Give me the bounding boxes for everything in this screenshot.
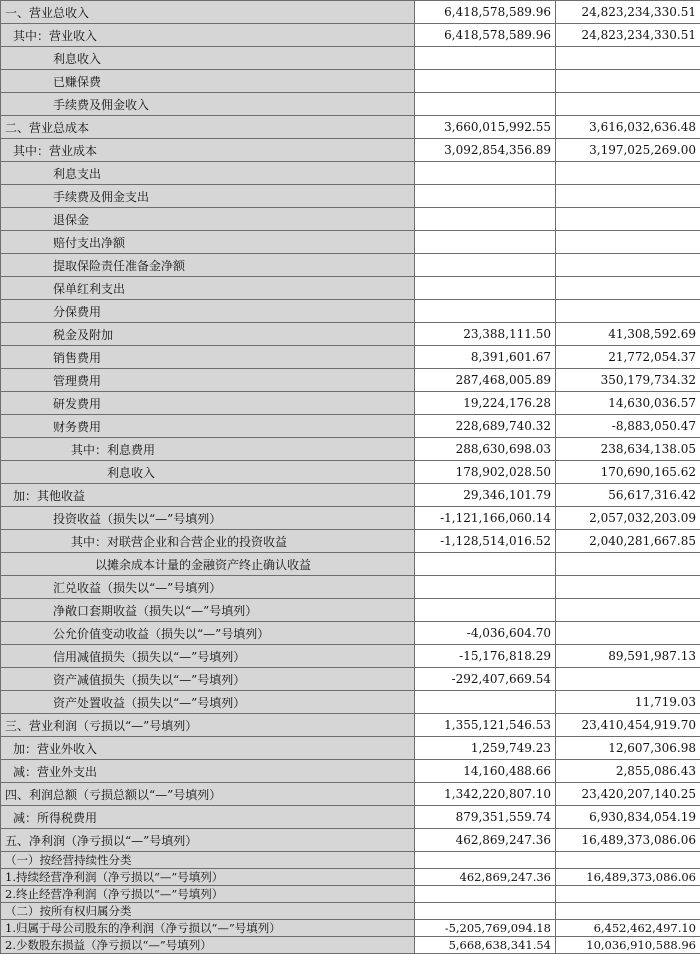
current-period-value [415, 886, 556, 903]
prior-period-value [556, 622, 700, 645]
row-label: 其中：营业成本 [1, 139, 415, 162]
table-row [1, 1, 700, 24]
prior-period-value: 41,308,592.69 [556, 323, 700, 346]
prior-period-value [556, 903, 700, 920]
prior-period-value: 2,040,281,667.85 [556, 530, 700, 553]
current-period-value [415, 277, 556, 300]
current-period-value: 228,689,740.32 [415, 415, 556, 438]
prior-period-value [556, 277, 700, 300]
table-row [1, 415, 700, 438]
row-label: 资产减值损失（损失以“—”号填列） [1, 668, 415, 691]
prior-period-value [556, 553, 700, 576]
table-row [1, 24, 700, 47]
row-label: 2.少数股东损益（净亏损以“—”号填列） [1, 937, 415, 954]
row-label: 公允价值变动收益（损失以“—”号填列） [1, 622, 415, 645]
current-period-value: 29,346,101.79 [415, 484, 556, 507]
prior-period-value [556, 70, 700, 93]
row-label: 二、营业总成本 [1, 116, 415, 139]
row-label: 1.持续经营净利润（净亏损以“—”号填列） [1, 869, 415, 886]
prior-period-value: 21,772,054.37 [556, 346, 700, 369]
table-row [1, 530, 700, 553]
current-period-value [415, 553, 556, 576]
table-row [1, 553, 700, 576]
current-period-value [415, 231, 556, 254]
current-period-value [415, 208, 556, 231]
prior-period-value: 170,690,165.62 [556, 461, 700, 484]
table-row [1, 599, 700, 622]
row-label: 管理费用 [1, 369, 415, 392]
row-label: 已赚保费 [1, 70, 415, 93]
table-row [1, 208, 700, 231]
table-row [1, 392, 700, 415]
current-period-value: 1,355,121,546.53 [415, 714, 556, 737]
table-row [1, 139, 700, 162]
row-label: 减：所得税费用 [1, 806, 415, 829]
prior-period-value: 89,591,987.13 [556, 645, 700, 668]
row-label: 利息支出 [1, 162, 415, 185]
prior-period-value: 6,930,834,054.19 [556, 806, 700, 829]
table-row [1, 691, 700, 714]
row-label: 五、净利润（净亏损以“—”号填列） [1, 829, 415, 852]
row-label: 投资收益（损失以“—”号填列） [1, 507, 415, 530]
table-row [1, 806, 700, 829]
table-row [1, 668, 700, 691]
row-label: 资产处置收益（损失以“—”号填列） [1, 691, 415, 714]
current-period-value: 14,160,488.66 [415, 760, 556, 783]
prior-period-value: 350,179,734.32 [556, 369, 700, 392]
table-row [1, 714, 700, 737]
table-row [1, 70, 700, 93]
prior-period-value [556, 668, 700, 691]
current-period-value [415, 70, 556, 93]
table-row [1, 300, 700, 323]
prior-period-value [556, 208, 700, 231]
current-period-value: 462,869,247.36 [415, 829, 556, 852]
table-row [1, 852, 700, 869]
current-period-value: 6,418,578,589.96 [415, 24, 556, 47]
table-row [1, 369, 700, 392]
row-label: 手续费及佣金收入 [1, 93, 415, 116]
table-row [1, 507, 700, 530]
table-row [1, 829, 700, 852]
table-row [1, 645, 700, 668]
current-period-value [415, 576, 556, 599]
row-label: 手续费及佣金支出 [1, 185, 415, 208]
prior-period-value [556, 300, 700, 323]
current-period-value: -1,121,166,060.14 [415, 507, 556, 530]
prior-period-value: 16,489,373,086.06 [556, 869, 700, 886]
current-period-value: -15,176,818.29 [415, 645, 556, 668]
current-period-value [415, 254, 556, 277]
current-period-value [415, 691, 556, 714]
row-label: 净敞口套期收益（损失以“—”号填列） [1, 599, 415, 622]
prior-period-value: 3,616,032,636.48 [556, 116, 700, 139]
row-label: 提取保险责任准备金净额 [1, 254, 415, 277]
row-label: 四、利润总额（亏损总额以“—”号填列） [1, 783, 415, 806]
current-period-value: 1,342,220,807.10 [415, 783, 556, 806]
prior-period-value: 11,719.03 [556, 691, 700, 714]
current-period-value [415, 93, 556, 116]
table-row [1, 920, 700, 937]
table-row [1, 254, 700, 277]
current-period-value: 3,092,854,356.89 [415, 139, 556, 162]
row-label: 利息收入 [1, 47, 415, 70]
table-row [1, 346, 700, 369]
prior-period-value: 238,634,138.05 [556, 438, 700, 461]
current-period-value: 879,351,559.74 [415, 806, 556, 829]
row-label: 研发费用 [1, 392, 415, 415]
table-row [1, 869, 700, 886]
current-period-value: 462,869,247.36 [415, 869, 556, 886]
row-label: 税金及附加 [1, 323, 415, 346]
prior-period-value: 23,420,207,140.25 [556, 783, 700, 806]
prior-period-value [556, 599, 700, 622]
prior-period-value [556, 886, 700, 903]
current-period-value: 8,391,601.67 [415, 346, 556, 369]
prior-period-value [556, 185, 700, 208]
row-label: （一）按经营持续性分类 [1, 852, 415, 869]
current-period-value [415, 300, 556, 323]
row-label: （二）按所有权归属分类 [1, 903, 415, 920]
current-period-value: -4,036,604.70 [415, 622, 556, 645]
prior-period-value: 12,607,306.98 [556, 737, 700, 760]
prior-period-value [556, 231, 700, 254]
table-row [1, 760, 700, 783]
prior-period-value [556, 254, 700, 277]
current-period-value: 3,660,015,992.55 [415, 116, 556, 139]
table-row [1, 185, 700, 208]
table-row [1, 47, 700, 70]
prior-period-value [556, 47, 700, 70]
prior-period-value: 6,452,462,497.10 [556, 920, 700, 937]
current-period-value: 288,630,698.03 [415, 438, 556, 461]
row-label: 赔付支出净额 [1, 231, 415, 254]
table-row [1, 93, 700, 116]
table-row [1, 886, 700, 903]
row-label: 汇兑收益（损失以“—”号填列） [1, 576, 415, 599]
table-row [1, 737, 700, 760]
row-label: 利息收入 [1, 461, 415, 484]
table-row [1, 576, 700, 599]
row-label: 加：其他收益 [1, 484, 415, 507]
prior-period-value: 10,036,910,588.96 [556, 937, 700, 954]
table-row [1, 783, 700, 806]
current-period-value: -5,205,769,094.18 [415, 920, 556, 937]
prior-period-value [556, 576, 700, 599]
row-label: 分保费用 [1, 300, 415, 323]
table-row [1, 162, 700, 185]
current-period-value: 178,902,028.50 [415, 461, 556, 484]
row-label: 销售费用 [1, 346, 415, 369]
table-row [1, 622, 700, 645]
table-row [1, 903, 700, 920]
row-label: 保单红利支出 [1, 277, 415, 300]
table-row [1, 438, 700, 461]
row-label: 其中：利息费用 [1, 438, 415, 461]
current-period-value [415, 852, 556, 869]
prior-period-value [556, 93, 700, 116]
prior-period-value: 2,855,086.43 [556, 760, 700, 783]
prior-period-value: 24,823,234,330.51 [556, 1, 700, 24]
prior-period-value: -8,883,050.47 [556, 415, 700, 438]
current-period-value: 23,388,111.50 [415, 323, 556, 346]
row-label: 以摊余成本计量的金融资产终止确认收益 [1, 553, 415, 576]
row-label: 1.归属于母公司股东的净利润（净亏损以“—”号填列） [1, 920, 415, 937]
table-row [1, 231, 700, 254]
current-period-value [415, 47, 556, 70]
prior-period-value [556, 852, 700, 869]
row-label: 信用减值损失（损失以“—”号填列） [1, 645, 415, 668]
table-row [1, 323, 700, 346]
current-period-value [415, 903, 556, 920]
row-label: 其中：营业收入 [1, 24, 415, 47]
current-period-value: -1,128,514,016.52 [415, 530, 556, 553]
current-period-value: 287,468,005.89 [415, 369, 556, 392]
table-row [1, 116, 700, 139]
prior-period-value: 56,617,316.42 [556, 484, 700, 507]
row-label: 三、营业利润（亏损以“—”号填列） [1, 714, 415, 737]
current-period-value [415, 599, 556, 622]
current-period-value: 1,259,749.23 [415, 737, 556, 760]
current-period-value: 5,668,638,341.54 [415, 937, 556, 954]
row-label: 加：营业外收入 [1, 737, 415, 760]
table-row [1, 461, 700, 484]
current-period-value: -292,407,669.54 [415, 668, 556, 691]
row-label: 其中：对联营企业和合营企业的投资收益 [1, 530, 415, 553]
prior-period-value: 3,197,025,269.00 [556, 139, 700, 162]
row-label: 财务费用 [1, 415, 415, 438]
table-row [1, 484, 700, 507]
prior-period-value: 2,057,032,203.09 [556, 507, 700, 530]
row-label: 减：营业外支出 [1, 760, 415, 783]
prior-period-value: 24,823,234,330.51 [556, 24, 700, 47]
prior-period-value [556, 162, 700, 185]
current-period-value [415, 162, 556, 185]
prior-period-value: 16,489,373,086.06 [556, 829, 700, 852]
table-row [1, 277, 700, 300]
row-label: 2.终止经营净利润（净亏损以“—”号填列） [1, 886, 415, 903]
current-period-value [415, 185, 556, 208]
row-label: 退保金 [1, 208, 415, 231]
row-label: 一、营业总收入 [1, 1, 415, 24]
current-period-value: 6,418,578,589.96 [415, 1, 556, 24]
prior-period-value: 14,630,036.57 [556, 392, 700, 415]
current-period-value: 19,224,176.28 [415, 392, 556, 415]
prior-period-value: 23,410,454,919.70 [556, 714, 700, 737]
income-statement-body [1, 1, 700, 954]
